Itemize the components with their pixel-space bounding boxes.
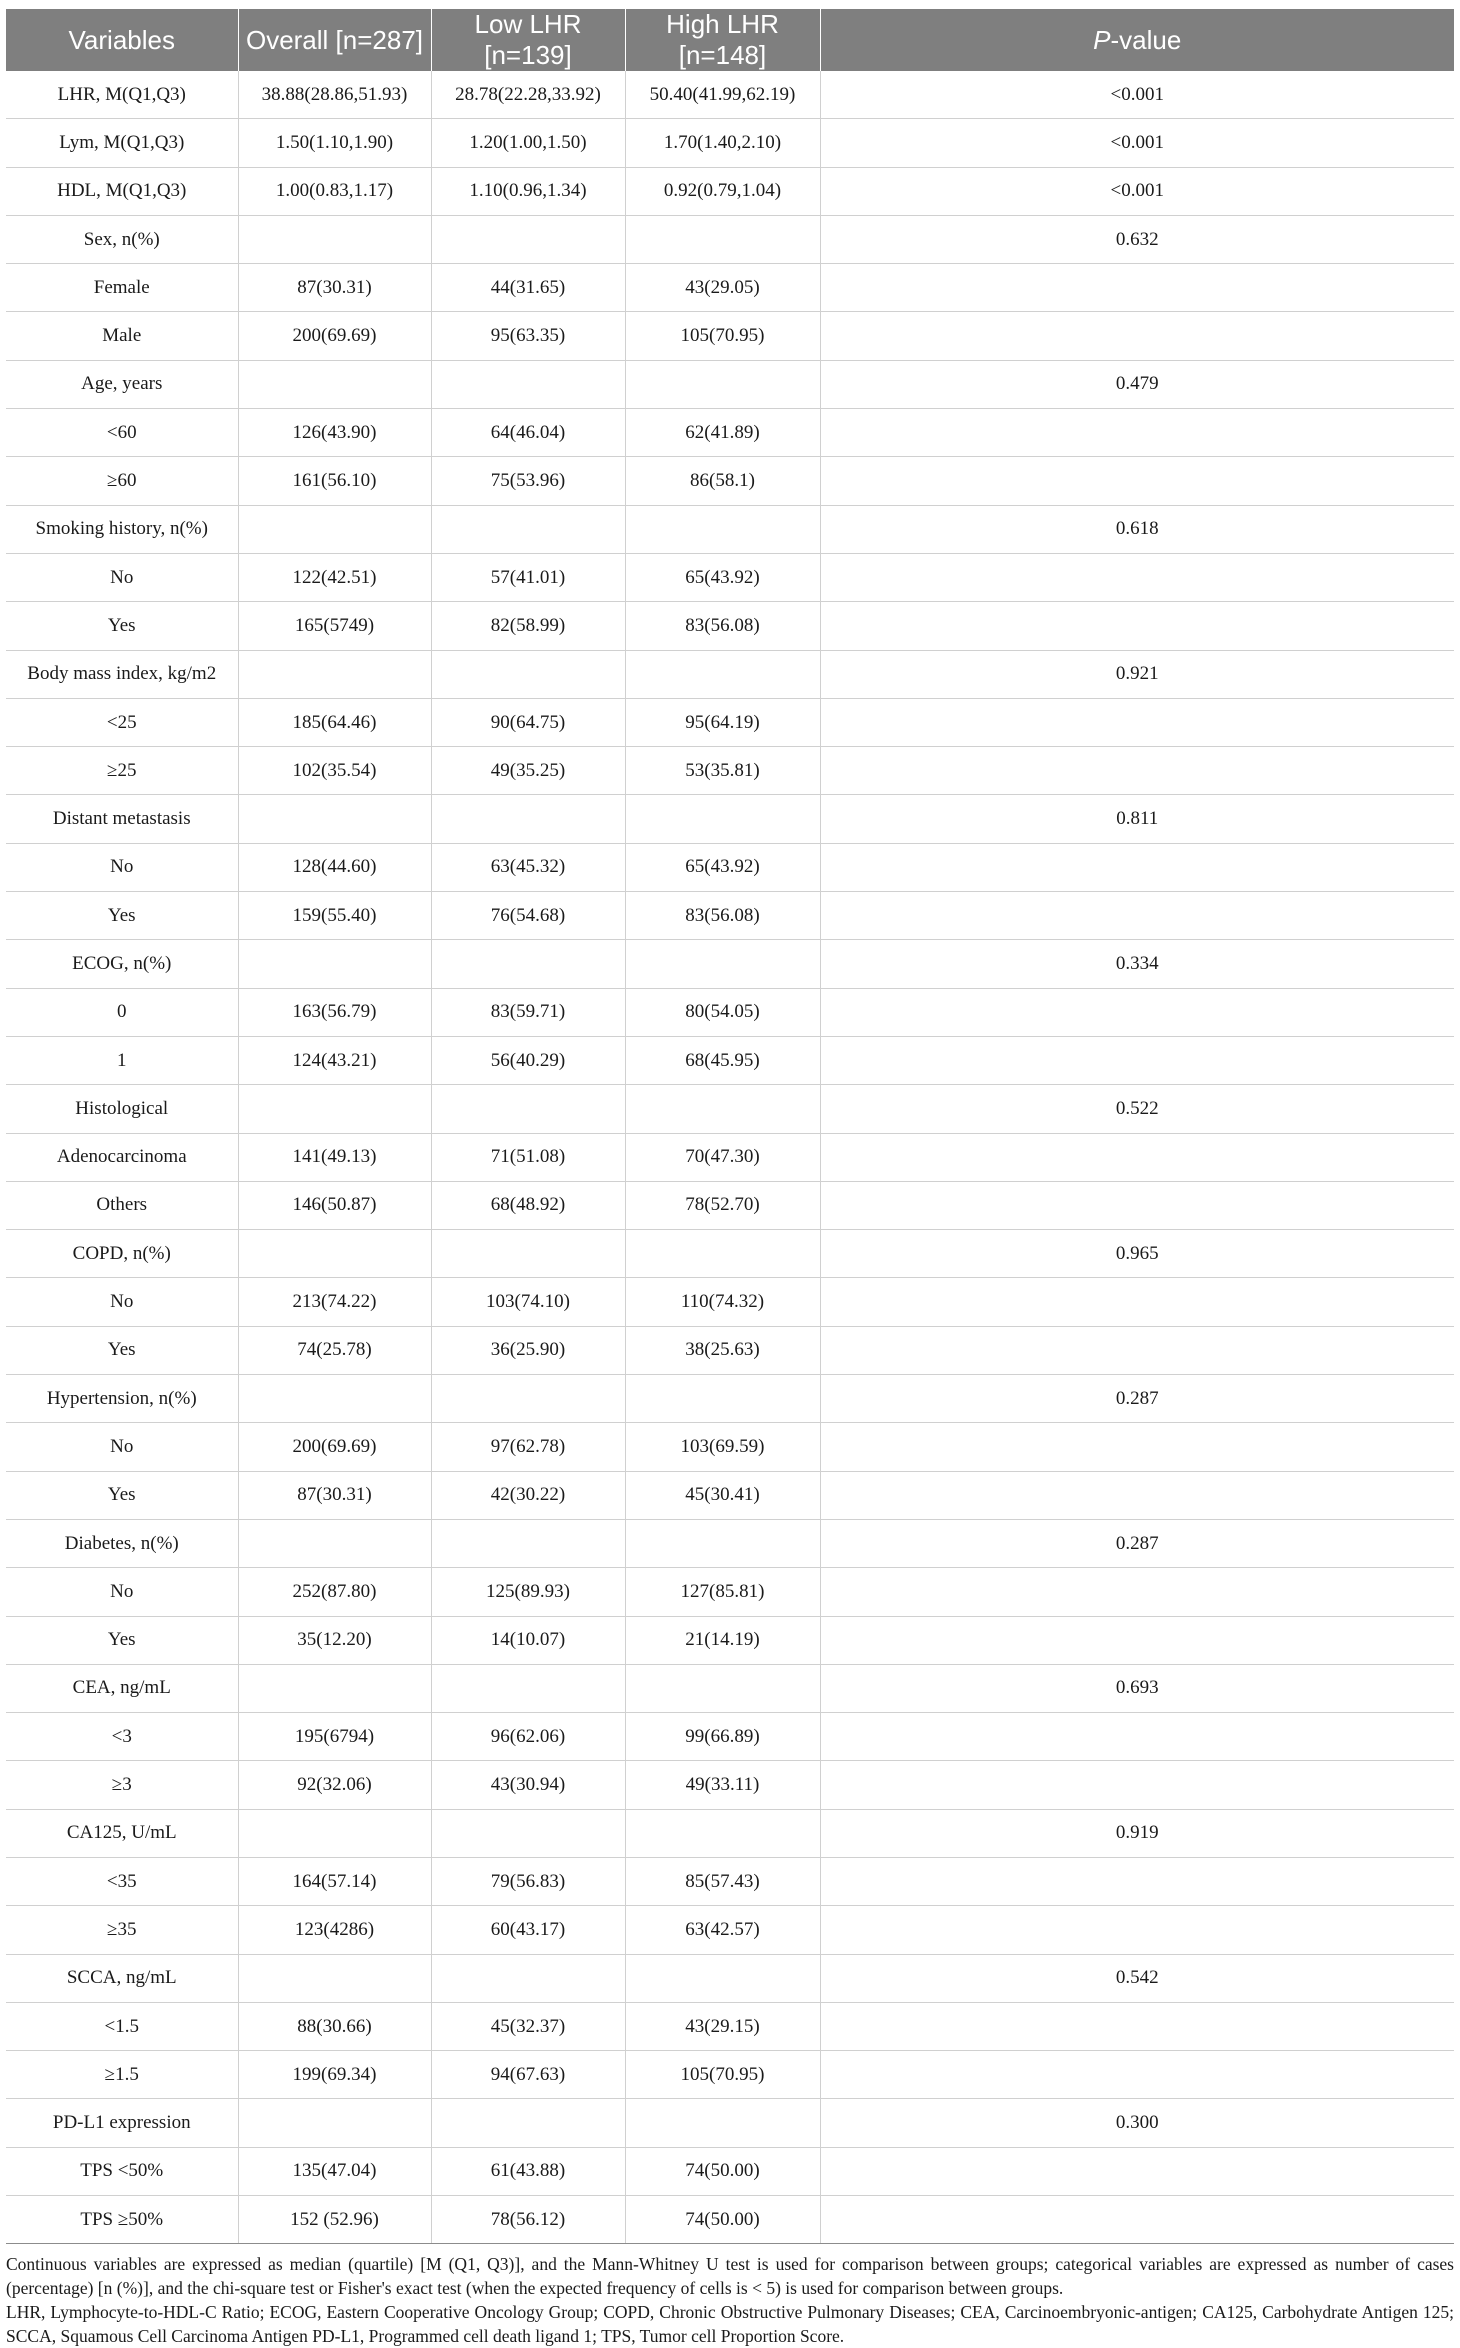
table-row	[6, 457, 1454, 505]
high-lhr-cell: 105(70.95)	[625, 312, 820, 360]
overall-cell	[238, 650, 431, 698]
p-value-cell	[820, 843, 1454, 891]
high-lhr-cell: 49(33.11)	[625, 1761, 820, 1809]
variable-cell: Age, years	[6, 360, 238, 408]
header-p-value: P-value	[820, 9, 1454, 71]
low-lhr-cell	[431, 505, 625, 553]
variable-cell: <1.5	[6, 2002, 238, 2050]
variable-cell: ≥1.5	[6, 2051, 238, 2099]
low-lhr-cell: 75(53.96)	[431, 457, 625, 505]
p-value-cell	[820, 409, 1454, 457]
low-lhr-cell: 79(56.83)	[431, 1857, 625, 1905]
p-value-cell: 0.632	[820, 215, 1454, 263]
table-row	[6, 843, 1454, 891]
variable-cell: <35	[6, 1857, 238, 1905]
high-lhr-cell	[625, 1954, 820, 2002]
p-value-cell	[820, 1036, 1454, 1084]
overall-cell: 199(69.34)	[238, 2051, 431, 2099]
table-row	[6, 409, 1454, 457]
p-value-cell	[820, 2147, 1454, 2195]
table-footnotes	[6, 2252, 1454, 2348]
p-value-cell	[820, 1616, 1454, 1664]
low-lhr-cell: 83(59.71)	[431, 988, 625, 1036]
variable-cell: ≥25	[6, 747, 238, 795]
table-row	[6, 505, 1454, 553]
high-lhr-cell	[625, 1085, 820, 1133]
table-row	[6, 1326, 1454, 1374]
low-lhr-cell: 96(62.06)	[431, 1713, 625, 1761]
low-lhr-cell: 76(54.68)	[431, 892, 625, 940]
variable-cell: Female	[6, 264, 238, 312]
high-lhr-cell: 127(85.81)	[625, 1568, 820, 1616]
overall-cell	[238, 1230, 431, 1278]
header-row	[6, 9, 1454, 71]
overall-cell: 213(74.22)	[238, 1278, 431, 1326]
variable-cell: ≥3	[6, 1761, 238, 1809]
p-value-cell: 0.479	[820, 360, 1454, 408]
low-lhr-cell: 95(63.35)	[431, 312, 625, 360]
variable-cell: TPS ≥50%	[6, 2196, 238, 2244]
p-value-cell	[820, 1857, 1454, 1905]
high-lhr-cell: 74(50.00)	[625, 2147, 820, 2195]
table-row	[6, 71, 1454, 119]
overall-cell: 122(42.51)	[238, 553, 431, 601]
variable-cell: Yes	[6, 602, 238, 650]
overall-cell	[238, 1809, 431, 1857]
table-row	[6, 1278, 1454, 1326]
table-row	[6, 1906, 1454, 1954]
p-value-cell: 0.921	[820, 650, 1454, 698]
low-lhr-cell: 63(45.32)	[431, 843, 625, 891]
variable-cell: Histological	[6, 1085, 238, 1133]
overall-cell	[238, 940, 431, 988]
overall-cell: 35(12.20)	[238, 1616, 431, 1664]
variable-cell: Body mass index, kg/m2	[6, 650, 238, 698]
overall-cell: 165(5749)	[238, 602, 431, 650]
high-lhr-cell	[625, 2099, 820, 2147]
high-lhr-cell: 103(69.59)	[625, 1423, 820, 1471]
table-row	[6, 2002, 1454, 2050]
variable-cell: Yes	[6, 1326, 238, 1374]
p-value-cell	[820, 1906, 1454, 1954]
high-lhr-cell	[625, 505, 820, 553]
p-value-cell: 0.919	[820, 1809, 1454, 1857]
low-lhr-cell: 97(62.78)	[431, 1423, 625, 1471]
high-lhr-cell: 43(29.05)	[625, 264, 820, 312]
p-value-cell	[820, 1568, 1454, 1616]
p-value-cell	[820, 698, 1454, 746]
low-lhr-cell: 1.10(0.96,1.34)	[431, 167, 625, 215]
variable-cell: Distant metastasis	[6, 795, 238, 843]
variable-cell: No	[6, 1423, 238, 1471]
baseline-characteristics-table	[6, 9, 1454, 2244]
table-row	[6, 2051, 1454, 2099]
footnote-methods: Continuous variables are expressed as median (quartile) [M (Q1, Q3)], and the Mann-Whitney U test is used for comparison between groups; categorical variables are expressed as number of cases (percentage) [n (%)], and the chi-square test or Fisher's exact test (when the expected frequency of cells is < 5) is used for comparison between groups.	[6, 2254, 1454, 2299]
high-lhr-cell: 0.92(0.79,1.04)	[625, 167, 820, 215]
high-lhr-cell	[625, 795, 820, 843]
low-lhr-cell: 43(30.94)	[431, 1761, 625, 1809]
table-row	[6, 1423, 1454, 1471]
variable-cell: ≥35	[6, 1906, 238, 1954]
p-value-cell	[820, 892, 1454, 940]
high-lhr-cell	[625, 360, 820, 408]
variable-cell: Yes	[6, 892, 238, 940]
variable-cell: Smoking history, n(%)	[6, 505, 238, 553]
overall-cell: 88(30.66)	[238, 2002, 431, 2050]
low-lhr-cell	[431, 1519, 625, 1567]
overall-cell: 252(87.80)	[238, 1568, 431, 1616]
p-value-cell	[820, 1181, 1454, 1229]
low-lhr-cell: 61(43.88)	[431, 2147, 625, 2195]
table-row	[6, 312, 1454, 360]
high-lhr-cell	[625, 940, 820, 988]
overall-cell: 141(49.13)	[238, 1133, 431, 1181]
header-low-lhr: Low LHR [n=139]	[431, 9, 625, 71]
high-lhr-cell: 83(56.08)	[625, 602, 820, 650]
table-row	[6, 1230, 1454, 1278]
p-value-cell	[820, 747, 1454, 795]
table-row	[6, 1085, 1454, 1133]
table-row	[6, 1809, 1454, 1857]
overall-cell	[238, 505, 431, 553]
p-value-cell	[820, 2002, 1454, 2050]
overall-cell	[238, 2099, 431, 2147]
low-lhr-cell: 49(35.25)	[431, 747, 625, 795]
low-lhr-cell: 71(51.08)	[431, 1133, 625, 1181]
p-value-cell	[820, 2196, 1454, 2244]
overall-cell: 1.50(1.10,1.90)	[238, 119, 431, 167]
low-lhr-cell: 28.78(22.28,33.92)	[431, 71, 625, 119]
table-row	[6, 940, 1454, 988]
p-value-cell: <0.001	[820, 71, 1454, 119]
table-row	[6, 2099, 1454, 2147]
high-lhr-cell: 80(54.05)	[625, 988, 820, 1036]
high-lhr-cell	[625, 1664, 820, 1712]
low-lhr-cell: 103(74.10)	[431, 1278, 625, 1326]
overall-cell: 163(56.79)	[238, 988, 431, 1036]
p-value-cell	[820, 1278, 1454, 1326]
table-row	[6, 167, 1454, 215]
p-value-cell: 0.287	[820, 1375, 1454, 1423]
overall-cell: 1.00(0.83,1.17)	[238, 167, 431, 215]
high-lhr-cell: 62(41.89)	[625, 409, 820, 457]
p-value-cell: 0.965	[820, 1230, 1454, 1278]
overall-cell: 92(32.06)	[238, 1761, 431, 1809]
high-lhr-cell: 110(74.32)	[625, 1278, 820, 1326]
p-value-cell: 0.522	[820, 1085, 1454, 1133]
table-row	[6, 1133, 1454, 1181]
table-row	[6, 747, 1454, 795]
variable-cell: CEA, ng/mL	[6, 1664, 238, 1712]
variable-cell: PD-L1 expression	[6, 2099, 238, 2147]
variable-cell: Sex, n(%)	[6, 215, 238, 263]
high-lhr-cell: 70(47.30)	[625, 1133, 820, 1181]
high-lhr-cell: 95(64.19)	[625, 698, 820, 746]
low-lhr-cell: 125(89.93)	[431, 1568, 625, 1616]
p-value-cell	[820, 1713, 1454, 1761]
variable-cell: HDL, M(Q1,Q3)	[6, 167, 238, 215]
p-value-cell	[820, 988, 1454, 1036]
low-lhr-cell: 14(10.07)	[431, 1616, 625, 1664]
overall-cell: 102(35.54)	[238, 747, 431, 795]
overall-cell: 126(43.90)	[238, 409, 431, 457]
high-lhr-cell: 21(14.19)	[625, 1616, 820, 1664]
high-lhr-cell: 105(70.95)	[625, 2051, 820, 2099]
high-lhr-cell	[625, 1809, 820, 1857]
p-value-cell	[820, 1761, 1454, 1809]
low-lhr-cell: 56(40.29)	[431, 1036, 625, 1084]
variable-cell: Yes	[6, 1616, 238, 1664]
variable-cell: Yes	[6, 1471, 238, 1519]
table-row	[6, 1519, 1454, 1567]
overall-cell: 128(44.60)	[238, 843, 431, 891]
variable-cell: Diabetes, n(%)	[6, 1519, 238, 1567]
variable-cell: LHR, M(Q1,Q3)	[6, 71, 238, 119]
overall-cell	[238, 1519, 431, 1567]
p-value-cell	[820, 457, 1454, 505]
high-lhr-cell	[625, 650, 820, 698]
high-lhr-cell: 43(29.15)	[625, 2002, 820, 2050]
low-lhr-cell	[431, 1954, 625, 2002]
table-row	[6, 1857, 1454, 1905]
high-lhr-cell: 63(42.57)	[625, 1906, 820, 1954]
overall-cell	[238, 1954, 431, 2002]
high-lhr-cell: 83(56.08)	[625, 892, 820, 940]
high-lhr-cell: 50.40(41.99,62.19)	[625, 71, 820, 119]
p-value-cell: 0.542	[820, 1954, 1454, 2002]
high-lhr-cell: 74(50.00)	[625, 2196, 820, 2244]
overall-cell: 124(43.21)	[238, 1036, 431, 1084]
overall-cell	[238, 360, 431, 408]
overall-cell	[238, 795, 431, 843]
table-row	[6, 1664, 1454, 1712]
overall-cell: 195(6794)	[238, 1713, 431, 1761]
high-lhr-cell: 65(43.92)	[625, 553, 820, 601]
overall-cell: 146(50.87)	[238, 1181, 431, 1229]
variable-cell: Lym, M(Q1,Q3)	[6, 119, 238, 167]
low-lhr-cell	[431, 650, 625, 698]
p-value-cell: 0.693	[820, 1664, 1454, 1712]
header-overall: Overall [n=287]	[238, 9, 431, 71]
p-value-cell	[820, 1326, 1454, 1374]
low-lhr-cell: 57(41.01)	[431, 553, 625, 601]
low-lhr-cell: 44(31.65)	[431, 264, 625, 312]
table-row	[6, 1181, 1454, 1229]
high-lhr-cell: 38(25.63)	[625, 1326, 820, 1374]
low-lhr-cell: 45(32.37)	[431, 2002, 625, 2050]
variable-cell: No	[6, 843, 238, 891]
overall-cell: 152 (52.96)	[238, 2196, 431, 2244]
low-lhr-cell	[431, 1809, 625, 1857]
low-lhr-cell	[431, 1664, 625, 1712]
low-lhr-cell: 64(46.04)	[431, 409, 625, 457]
table-row	[6, 215, 1454, 263]
table-row	[6, 264, 1454, 312]
table-row	[6, 553, 1454, 601]
p-value-cell	[820, 602, 1454, 650]
table-row	[6, 1568, 1454, 1616]
low-lhr-cell: 90(64.75)	[431, 698, 625, 746]
table-row	[6, 698, 1454, 746]
table-row	[6, 1375, 1454, 1423]
p-value-cell	[820, 312, 1454, 360]
variable-cell: TPS <50%	[6, 2147, 238, 2195]
header-variables: Variables	[6, 9, 238, 71]
low-lhr-cell	[431, 1085, 625, 1133]
table-row	[6, 1036, 1454, 1084]
p-value-cell	[820, 553, 1454, 601]
overall-cell: 135(47.04)	[238, 2147, 431, 2195]
low-lhr-cell	[431, 940, 625, 988]
table-row	[6, 1761, 1454, 1809]
p-value-cell: 0.811	[820, 795, 1454, 843]
high-lhr-cell: 86(58.1)	[625, 457, 820, 505]
overall-cell: 161(56.10)	[238, 457, 431, 505]
p-value-cell: 0.300	[820, 2099, 1454, 2147]
p-value-cell	[820, 264, 1454, 312]
high-lhr-cell: 53(35.81)	[625, 747, 820, 795]
overall-cell: 185(64.46)	[238, 698, 431, 746]
low-lhr-cell: 94(67.63)	[431, 2051, 625, 2099]
low-lhr-cell	[431, 1230, 625, 1278]
overall-cell	[238, 215, 431, 263]
table-row	[6, 892, 1454, 940]
p-value-cell: 0.334	[820, 940, 1454, 988]
table-row	[6, 1713, 1454, 1761]
low-lhr-cell	[431, 2099, 625, 2147]
p-value-cell: 0.618	[820, 505, 1454, 553]
low-lhr-cell: 42(30.22)	[431, 1471, 625, 1519]
high-lhr-cell	[625, 1519, 820, 1567]
variable-cell: 1	[6, 1036, 238, 1084]
high-lhr-cell	[625, 215, 820, 263]
variable-cell: CA125, U/mL	[6, 1809, 238, 1857]
overall-cell: 123(4286)	[238, 1906, 431, 1954]
high-lhr-cell: 78(52.70)	[625, 1181, 820, 1229]
variable-cell: <25	[6, 698, 238, 746]
p-value-cell	[820, 1423, 1454, 1471]
high-lhr-cell: 45(30.41)	[625, 1471, 820, 1519]
table-row	[6, 795, 1454, 843]
footnote-abbreviations: LHR, Lymphocyte-to-HDL-C Ratio; ECOG, Eastern Cooperative Oncology Group; COPD, Chronic Obstructive Pulmonary Diseases; CEA, Carcinoembryonic-antigen; CA125, Carbohydrate Antigen 125; SCCA, Squamous Cell Carcinoma Antigen PD-L1, Programmed cell death ligand 1; TPS, Tumor cell Proportion Score.	[6, 2302, 1454, 2347]
p-value-cell	[820, 1471, 1454, 1519]
table-row	[6, 1616, 1454, 1664]
variable-cell: 0	[6, 988, 238, 1036]
overall-cell	[238, 1664, 431, 1712]
overall-cell: 200(69.69)	[238, 312, 431, 360]
overall-cell: 87(30.31)	[238, 1471, 431, 1519]
variable-cell: ECOG, n(%)	[6, 940, 238, 988]
table-row	[6, 1954, 1454, 2002]
table-row	[6, 1471, 1454, 1519]
variable-cell: No	[6, 553, 238, 601]
variable-cell: Hypertension, n(%)	[6, 1375, 238, 1423]
variable-cell: No	[6, 1278, 238, 1326]
p-value-cell: <0.001	[820, 119, 1454, 167]
variable-cell: No	[6, 1568, 238, 1616]
table-row	[6, 2196, 1454, 2244]
high-lhr-cell	[625, 1230, 820, 1278]
high-lhr-cell: 65(43.92)	[625, 843, 820, 891]
overall-cell: 38.88(28.86,51.93)	[238, 71, 431, 119]
p-value-cell	[820, 2051, 1454, 2099]
low-lhr-cell: 82(58.99)	[431, 602, 625, 650]
high-lhr-cell: 1.70(1.40,2.10)	[625, 119, 820, 167]
low-lhr-cell	[431, 215, 625, 263]
table-row	[6, 602, 1454, 650]
low-lhr-cell: 68(48.92)	[431, 1181, 625, 1229]
overall-cell: 74(25.78)	[238, 1326, 431, 1374]
table-row	[6, 360, 1454, 408]
table-row	[6, 2147, 1454, 2195]
high-lhr-cell: 85(57.43)	[625, 1857, 820, 1905]
variable-cell: SCCA, ng/mL	[6, 1954, 238, 2002]
low-lhr-cell: 78(56.12)	[431, 2196, 625, 2244]
table-body	[6, 71, 1454, 2244]
low-lhr-cell: 36(25.90)	[431, 1326, 625, 1374]
variable-cell: Adenocarcinoma	[6, 1133, 238, 1181]
low-lhr-cell	[431, 360, 625, 408]
p-value-cell: 0.287	[820, 1519, 1454, 1567]
p-value-cell: <0.001	[820, 167, 1454, 215]
low-lhr-cell	[431, 1375, 625, 1423]
table-container	[6, 9, 1454, 2348]
table-row	[6, 650, 1454, 698]
variable-cell: Male	[6, 312, 238, 360]
overall-cell: 159(55.40)	[238, 892, 431, 940]
variable-cell: ≥60	[6, 457, 238, 505]
low-lhr-cell	[431, 795, 625, 843]
overall-cell	[238, 1375, 431, 1423]
overall-cell	[238, 1085, 431, 1133]
high-lhr-cell: 68(45.95)	[625, 1036, 820, 1084]
table-row	[6, 988, 1454, 1036]
table-row	[6, 119, 1454, 167]
high-lhr-cell	[625, 1375, 820, 1423]
low-lhr-cell: 60(43.17)	[431, 1906, 625, 1954]
low-lhr-cell: 1.20(1.00,1.50)	[431, 119, 625, 167]
variable-cell: <3	[6, 1713, 238, 1761]
overall-cell: 87(30.31)	[238, 264, 431, 312]
overall-cell: 200(69.69)	[238, 1423, 431, 1471]
overall-cell: 164(57.14)	[238, 1857, 431, 1905]
variable-cell: COPD, n(%)	[6, 1230, 238, 1278]
variable-cell: <60	[6, 409, 238, 457]
high-lhr-cell: 99(66.89)	[625, 1713, 820, 1761]
variable-cell: Others	[6, 1181, 238, 1229]
p-value-cell	[820, 1133, 1454, 1181]
header-high-lhr: High LHR [n=148]	[625, 9, 820, 71]
